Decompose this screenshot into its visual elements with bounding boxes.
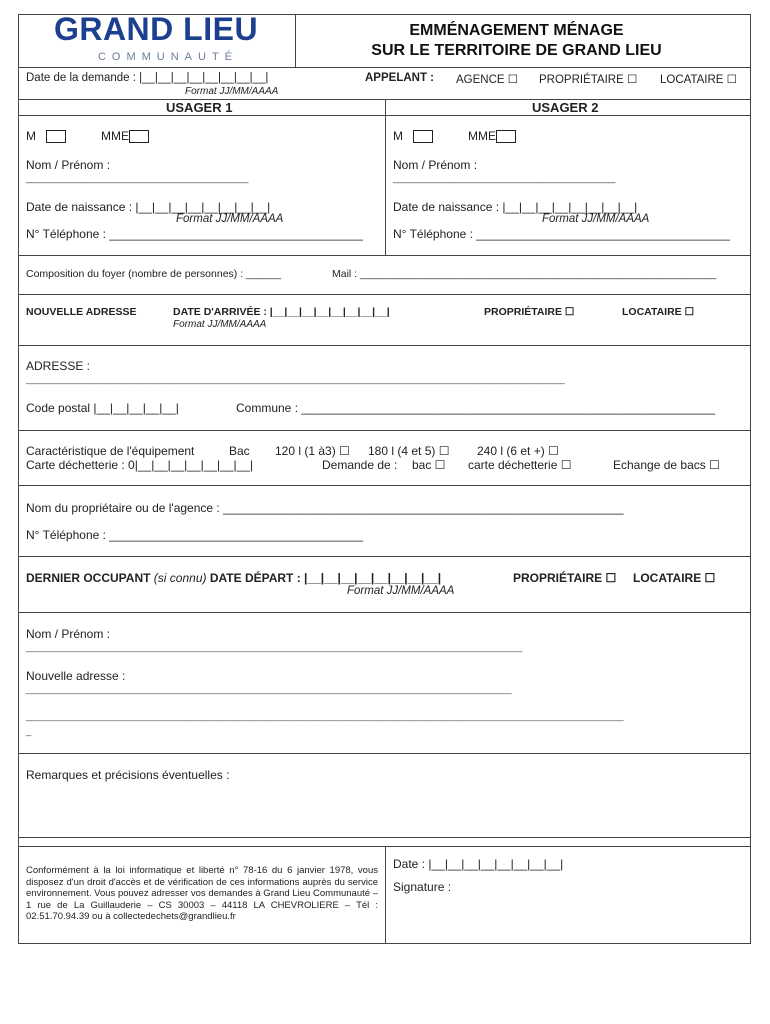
form-title-line1: EMMÉNAGEMENT MÉNAGE (409, 22, 624, 39)
carte-dechetterie-field[interactable]: Carte déchetterie : 0|__|__|__|__|__|__|__| (26, 458, 254, 472)
address-field[interactable]: _____________________________________________________________________________________________________ (26, 374, 565, 385)
usager1-mme-option[interactable] (101, 129, 149, 143)
usager1-name-label: Nom / Prénom : (26, 158, 111, 172)
previous-occupant-note: (si connu) (153, 571, 207, 585)
usager1-m-label: M (26, 129, 36, 143)
previous-proprietaire-checkbox[interactable]: PROPRIÉTAIRE ☐ (513, 571, 617, 585)
previous-address-field-2[interactable]: ________________________________________________________________________________________________________________ (26, 711, 624, 722)
previous-occupant-heading (26, 571, 441, 585)
usager2-birth-format: Format JJ/MM/AAAA (542, 213, 650, 225)
equipment-label: Caractéristique de l'équipement (26, 444, 195, 458)
signature-field[interactable] (393, 896, 743, 936)
usager-divider (385, 99, 386, 255)
usager1-mme-label: MME (101, 129, 129, 143)
bac-240-checkbox[interactable]: 240 l (6 et +) ☐ (477, 444, 559, 458)
appelant-label: APPELANT : (365, 72, 434, 84)
request-date-field[interactable]: Date de la demande : |__|__|__|__|__|__|__|__| (26, 72, 269, 84)
bac-label: Bac (229, 444, 250, 458)
appelant-proprietaire-checkbox[interactable]: PROPRIÉTAIRE ☐ (539, 74, 638, 86)
usager1-birth-format: Format JJ/MM/AAAA (176, 213, 284, 225)
form-title-line2: SUR LE TERRITOIRE DE GRAND LIEU (371, 42, 662, 59)
new-address-locataire-checkbox[interactable]: LOCATAIRE ☐ (622, 306, 695, 318)
household-mail-field[interactable]: Mail : _____________________________________________________________ (332, 268, 717, 280)
signature-label: Signature : (393, 880, 452, 894)
new-address-heading: NOUVELLE ADRESSE (26, 306, 137, 318)
logo-main-text: GRAND LIEU (53, 14, 259, 47)
footer-legal-cell (18, 845, 384, 943)
owner-name-field[interactable]: Nom du propriétaire ou de l'agence : ____________________________________________________________ (26, 501, 624, 515)
departure-date-format: Format JJ/MM/AAAA (347, 585, 455, 597)
legal-notice: Conformément à la loi informatique et liberté n° 78-16 du 6 janvier 1978, vous disposez d'un droit d'accès et de vérification de ces informations auprès du service environnement. Vous pouvez adresser vos demandes à Grand Lieu Communauté – 1 rue de La Guillauderie – CS 30003 – 44118 LA CHEVROLIERE – Tél : 02.51.70.94.39 ou à collectedechets@grandlieu.fr (26, 865, 378, 922)
usager1-birth-field[interactable]: Date de naissance : |__|__|__|__|__|__|__|__| (26, 200, 271, 214)
usager1-mme-checkbox[interactable] (129, 130, 149, 143)
previous-name-field[interactable]: _____________________________________________________________________________________________ (26, 642, 523, 653)
address-label: ADRESSE : (26, 359, 91, 373)
footer-date-field[interactable]: Date : |__|__|__|__|__|__|__|__| (393, 857, 564, 871)
usager1-m-option[interactable] (26, 129, 66, 143)
departure-date-field[interactable]: DATE DÉPART : |__|__|__|__|__|__|__|__| (209, 571, 442, 585)
logo-sub-text: COMMUNAUTÉ (97, 51, 239, 63)
demande-bac-checkbox[interactable]: bac ☐ (412, 458, 446, 472)
usager1-m-checkbox[interactable] (46, 130, 66, 143)
arrival-date-format: Format JJ/MM/AAAA (173, 319, 267, 330)
remarks-label: Remarques et précisions éventuelles : (26, 768, 230, 782)
appelant-agence-checkbox[interactable]: AGENCE ☐ (456, 74, 519, 86)
usager2-birth-field[interactable]: Date de naissance : |__|__|__|__|__|__|__|__| (393, 200, 638, 214)
rule-footer-a (19, 837, 750, 838)
rule-previous-details (19, 612, 750, 613)
postal-code-field[interactable]: Code postal |__|__|__|__|__| (26, 401, 179, 415)
previous-locataire-checkbox[interactable]: LOCATAIRE ☐ (633, 571, 716, 585)
household-composition-field[interactable]: Composition du foyer (nombre de personnes) : ______ (26, 268, 282, 280)
demande-carte-checkbox[interactable]: carte déchetterie ☐ (468, 458, 572, 472)
usager2-mme-option[interactable] (468, 129, 516, 143)
usager1-name-field[interactable]: ________________________________________ (26, 173, 249, 184)
demande-label: Demande de : (322, 458, 398, 472)
header-rule (19, 67, 750, 68)
new-address-proprietaire-checkbox[interactable]: PROPRIÉTAIRE ☐ (484, 306, 575, 318)
usager1-phone-field[interactable]: N° Téléphone : ______________________________________ (26, 227, 363, 241)
previous-address-field-3[interactable]: _ (26, 726, 32, 737)
previous-occupant-title: DERNIER OCCUPANT (26, 571, 151, 585)
bac-120-checkbox[interactable]: 120 l (1 à3) ☐ (275, 444, 350, 458)
usager1-heading: USAGER 1 (166, 100, 233, 115)
rule-remarks (19, 753, 750, 754)
rule-address (19, 345, 750, 346)
usager2-m-checkbox[interactable] (413, 130, 433, 143)
usager2-m-label: M (393, 129, 403, 143)
previous-address-label: Nouvelle adresse : (26, 669, 126, 683)
commune-field[interactable]: Commune : ______________________________________________________________ (236, 401, 716, 415)
footer-divider (385, 846, 386, 944)
rule-equipment (19, 430, 750, 431)
rule-owner (19, 485, 750, 486)
remarks-field[interactable] (26, 785, 746, 833)
usager2-name-label: Nom / Prénom : (393, 158, 478, 172)
rule-previous (19, 556, 750, 557)
bac-180-checkbox[interactable]: 180 l (4 et 5) ☐ (368, 444, 450, 458)
arrival-date-field[interactable]: DATE D'ARRIVÉE : |__|__|__|__|__|__|__|__| (173, 306, 390, 318)
rule-household (19, 255, 750, 256)
rule-new-address (19, 294, 750, 295)
appelant-locataire-checkbox[interactable]: LOCATAIRE ☐ (660, 74, 737, 86)
usager2-mme-label: MME (468, 129, 496, 143)
request-date-format: Format JJ/MM/AAAA (185, 86, 279, 97)
echange-bacs-checkbox[interactable]: Echange de bacs ☐ (613, 458, 720, 472)
usager2-name-field[interactable]: ________________________________________ (393, 173, 616, 184)
previous-address-field-1[interactable]: ___________________________________________________________________________________________ (26, 684, 512, 695)
usager2-heading: USAGER 2 (532, 100, 599, 115)
header-divider (295, 15, 296, 67)
usager2-phone-field[interactable]: N° Téléphone : ______________________________________ (393, 227, 730, 241)
previous-name-label: Nom / Prénom : (26, 627, 111, 641)
usager2-m-option[interactable] (393, 129, 433, 143)
owner-phone-field[interactable]: N° Téléphone : ______________________________________ (26, 528, 363, 542)
usager2-mme-checkbox[interactable] (496, 130, 516, 143)
